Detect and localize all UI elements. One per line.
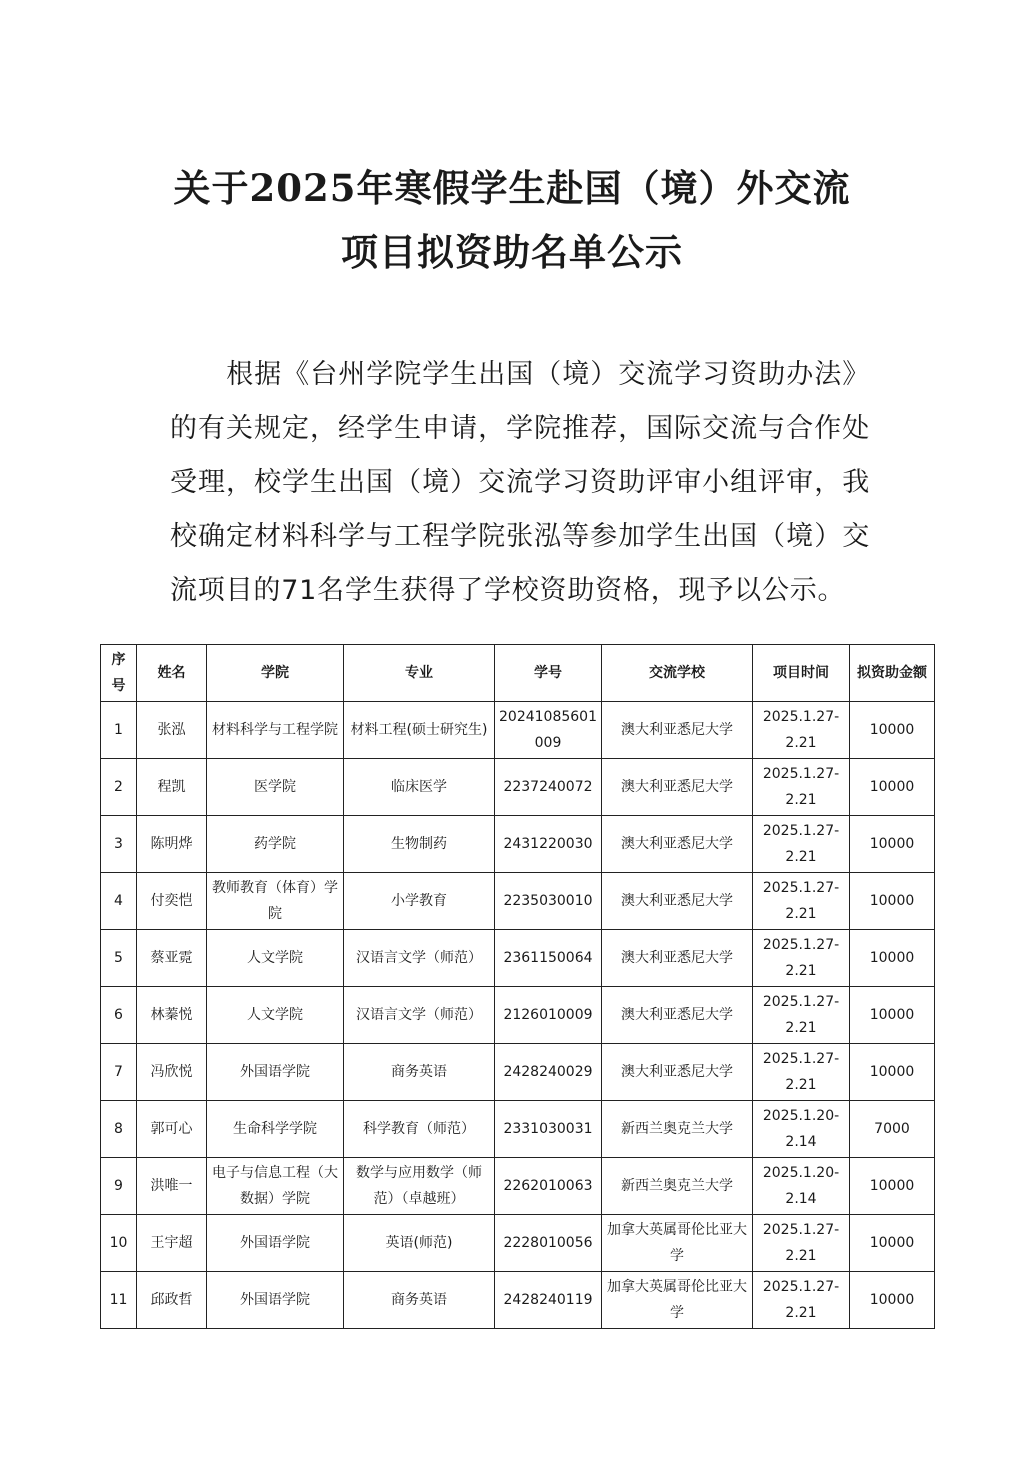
cell-college: 教师教育（体育）学院 xyxy=(207,873,344,930)
cell-amount: 10000 xyxy=(850,816,935,873)
header-name: 姓名 xyxy=(137,645,207,702)
table-row xyxy=(101,816,935,873)
table-row xyxy=(101,759,935,816)
cell-name: 张泓 xyxy=(137,702,207,759)
header-major: 专业 xyxy=(344,645,495,702)
table-row xyxy=(101,1101,935,1158)
cell-college: 电子与信息工程（大数据）学院 xyxy=(207,1158,344,1215)
cell-college: 材料科学与工程学院 xyxy=(207,702,344,759)
cell-name: 邱政哲 xyxy=(137,1272,207,1329)
cell-name: 陈明烨 xyxy=(137,816,207,873)
header-student-id: 学号 xyxy=(495,645,602,702)
cell-exchange-school: 新西兰奥克兰大学 xyxy=(602,1158,753,1215)
cell-index: 9 xyxy=(101,1158,137,1215)
cell-major: 生物制药 xyxy=(344,816,495,873)
cell-college: 外国语学院 xyxy=(207,1272,344,1329)
cell-student-id: 2262010063 xyxy=(495,1158,602,1215)
cell-index: 4 xyxy=(101,873,137,930)
cell-name: 洪唯一 xyxy=(137,1158,207,1215)
cell-college: 生命科学学院 xyxy=(207,1101,344,1158)
cell-exchange-school: 加拿大英属哥伦比亚大学 xyxy=(602,1215,753,1272)
cell-student-id: 2428240029 xyxy=(495,1044,602,1101)
cell-major: 商务英语 xyxy=(344,1272,495,1329)
cell-exchange-school: 澳大利亚悉尼大学 xyxy=(602,759,753,816)
cell-name: 程凯 xyxy=(137,759,207,816)
cell-index: 1 xyxy=(101,702,137,759)
funding-list-table xyxy=(100,644,935,1329)
cell-index: 11 xyxy=(101,1272,137,1329)
cell-name: 冯欣悦 xyxy=(137,1044,207,1101)
cell-amount: 10000 xyxy=(850,1158,935,1215)
cell-index: 2 xyxy=(101,759,137,816)
cell-name: 王宇超 xyxy=(137,1215,207,1272)
cell-index: 5 xyxy=(101,930,137,987)
table-row xyxy=(101,1215,935,1272)
cell-project-time: 2025.1.27-2.21 xyxy=(753,759,850,816)
cell-student-id: 2428240119 xyxy=(495,1272,602,1329)
cell-college: 外国语学院 xyxy=(207,1044,344,1101)
table-row xyxy=(101,1272,935,1329)
cell-project-time: 2025.1.27-2.21 xyxy=(753,816,850,873)
cell-college: 医学院 xyxy=(207,759,344,816)
cell-student-id: 2228010056 xyxy=(495,1215,602,1272)
cell-major: 材料工程(硕士研究生) xyxy=(344,702,495,759)
cell-project-time: 2025.1.27-2.21 xyxy=(753,1215,850,1272)
cell-index: 10 xyxy=(101,1215,137,1272)
table-row xyxy=(101,987,935,1044)
header-amount: 拟资助金额 xyxy=(850,645,935,702)
cell-student-id: 20241085601009 xyxy=(495,702,602,759)
table-row xyxy=(101,1044,935,1101)
cell-project-time: 2025.1.27-2.21 xyxy=(753,1044,850,1101)
cell-student-id: 2361150064 xyxy=(495,930,602,987)
cell-major: 小学教育 xyxy=(344,873,495,930)
table-row xyxy=(101,702,935,759)
table-row xyxy=(101,1158,935,1215)
cell-project-time: 2025.1.27-2.21 xyxy=(753,930,850,987)
table-row xyxy=(101,873,935,930)
cell-student-id: 2237240072 xyxy=(495,759,602,816)
cell-exchange-school: 澳大利亚悉尼大学 xyxy=(602,1044,753,1101)
cell-student-id: 2431220030 xyxy=(495,816,602,873)
cell-major: 汉语言文学（师范） xyxy=(344,987,495,1044)
cell-exchange-school: 加拿大英属哥伦比亚大学 xyxy=(602,1272,753,1329)
cell-college: 外国语学院 xyxy=(207,1215,344,1272)
cell-amount: 10000 xyxy=(850,987,935,1044)
cell-amount: 10000 xyxy=(850,873,935,930)
header-college: 学院 xyxy=(207,645,344,702)
cell-index: 6 xyxy=(101,987,137,1044)
cell-amount: 10000 xyxy=(850,930,935,987)
cell-name: 付奕恺 xyxy=(137,873,207,930)
cell-name: 郭可心 xyxy=(137,1101,207,1158)
cell-amount: 10000 xyxy=(850,759,935,816)
cell-amount: 10000 xyxy=(850,1044,935,1101)
cell-college: 人文学院 xyxy=(207,987,344,1044)
cell-college: 药学院 xyxy=(207,816,344,873)
cell-exchange-school: 澳大利亚悉尼大学 xyxy=(602,702,753,759)
cell-project-time: 2025.1.20-2.14 xyxy=(753,1158,850,1215)
cell-amount: 7000 xyxy=(850,1101,935,1158)
cell-exchange-school: 澳大利亚悉尼大学 xyxy=(602,987,753,1044)
cell-student-id: 2235030010 xyxy=(495,873,602,930)
cell-major: 商务英语 xyxy=(344,1044,495,1101)
table-row xyxy=(101,930,935,987)
cell-college: 人文学院 xyxy=(207,930,344,987)
cell-exchange-school: 澳大利亚悉尼大学 xyxy=(602,930,753,987)
cell-name: 林蓁悦 xyxy=(137,987,207,1044)
cell-project-time: 2025.1.20-2.14 xyxy=(753,1101,850,1158)
cell-exchange-school: 新西兰奥克兰大学 xyxy=(602,1101,753,1158)
cell-index: 7 xyxy=(101,1044,137,1101)
header-exchange-school: 交流学校 xyxy=(602,645,753,702)
cell-project-time: 2025.1.27-2.21 xyxy=(753,987,850,1044)
intro-text: 根据《台州学院学生出国（境）交流学习资助办法》的有关规定，经学生申请，学院推荐，国际交流与合作处受理，校学生出国（境）交流学习资助评审小组评审，我校确定材料科学与工程学院张泓等参加学生出国（境）交流项目的71名学生获得了学校资助资格，现予以公示。 xyxy=(170,359,870,606)
cell-major: 临床医学 xyxy=(344,759,495,816)
cell-exchange-school: 澳大利亚悉尼大学 xyxy=(602,873,753,930)
cell-major: 科学教育（师范） xyxy=(344,1101,495,1158)
cell-project-time: 2025.1.27-2.21 xyxy=(753,873,850,930)
table-header-row xyxy=(101,645,935,702)
cell-project-time: 2025.1.27-2.21 xyxy=(753,1272,850,1329)
document-title-line-1: 关于2025年寒假学生赴国（境）外交流 xyxy=(173,166,851,210)
intro-paragraph xyxy=(170,348,870,618)
cell-major: 汉语言文学（师范） xyxy=(344,930,495,987)
cell-major: 数学与应用数学（师范）（卓越班） xyxy=(344,1158,495,1215)
cell-amount: 10000 xyxy=(850,1272,935,1329)
cell-exchange-school: 澳大利亚悉尼大学 xyxy=(602,816,753,873)
cell-student-id: 2331030031 xyxy=(495,1101,602,1158)
cell-name: 蔡亚霓 xyxy=(137,930,207,987)
cell-major: 英语(师范) xyxy=(344,1215,495,1272)
cell-index: 8 xyxy=(101,1101,137,1158)
cell-amount: 10000 xyxy=(850,1215,935,1272)
document-title-line-2: 项目拟资助名单公示 xyxy=(341,230,683,274)
header-index: 序号 xyxy=(101,645,137,702)
header-project-time: 项目时间 xyxy=(753,645,850,702)
cell-amount: 10000 xyxy=(850,702,935,759)
cell-index: 3 xyxy=(101,816,137,873)
cell-project-time: 2025.1.27-2.21 xyxy=(753,702,850,759)
cell-student-id: 2126010009 xyxy=(495,987,602,1044)
